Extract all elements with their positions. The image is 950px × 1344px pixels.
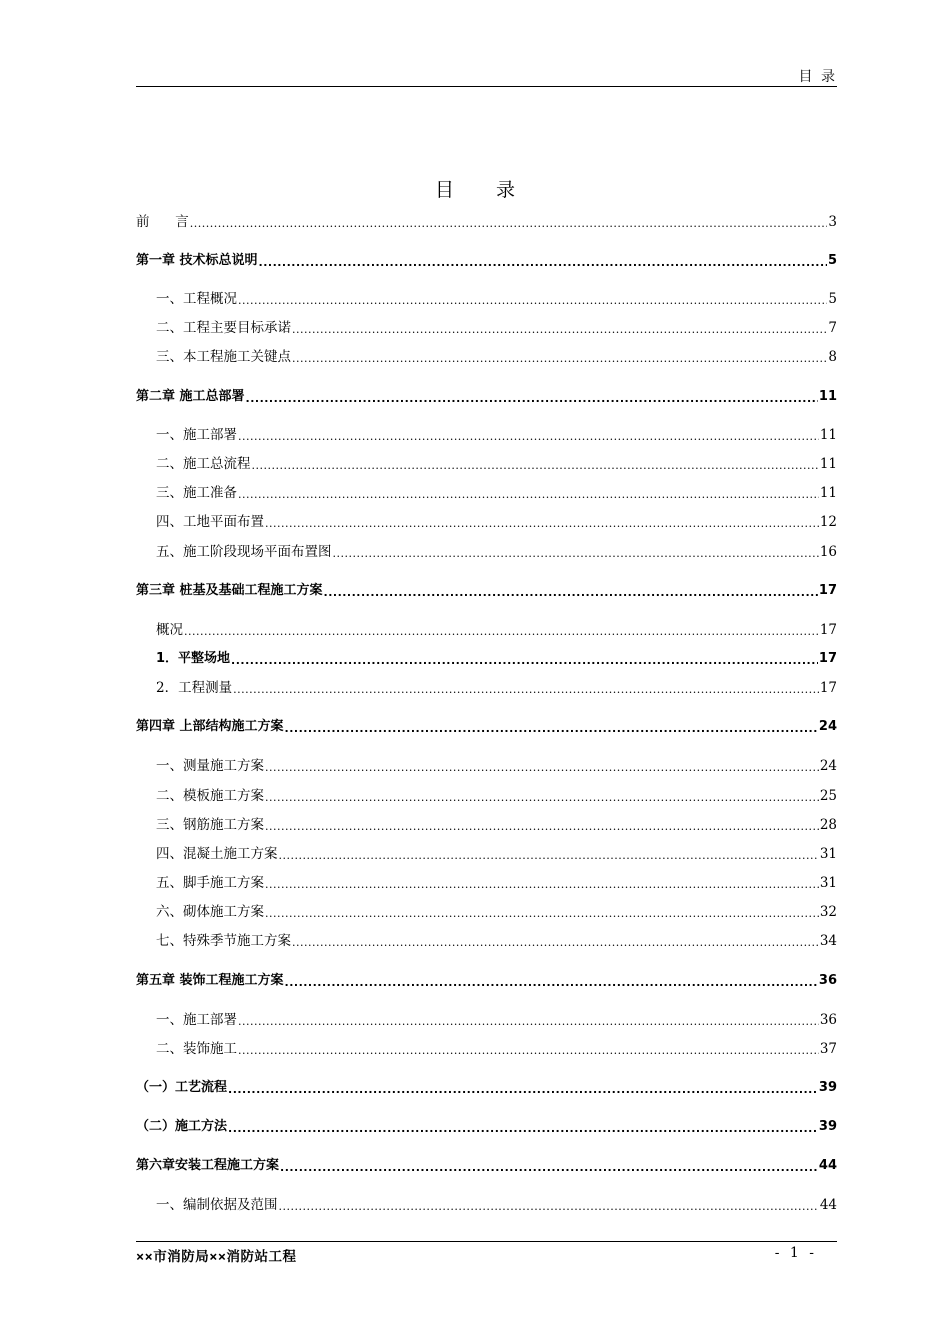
toc-entry-label: 一、施工部署 — [156, 427, 237, 443]
toc-entry-page: 17 — [818, 651, 837, 666]
toc-entry-page: 8 — [828, 349, 837, 365]
toc-entry[interactable] — [136, 213, 837, 231]
toc-entry[interactable] — [136, 252, 837, 270]
toc-entry-page: 44 — [819, 1197, 837, 1213]
toc-title: 目 录 — [434, 179, 534, 201]
toc-entry[interactable] — [136, 455, 837, 473]
toc-entry[interactable] — [136, 582, 837, 600]
toc-entry[interactable] — [136, 1011, 837, 1029]
toc-leader-dots — [333, 547, 819, 561]
toc-entry-page: 17 — [818, 583, 837, 598]
toc-entry-page: 39 — [818, 1080, 837, 1095]
toc-leader-dots — [238, 1015, 819, 1029]
toc-entry-label: 六、砌体施工方案 — [156, 904, 264, 920]
toc-entry[interactable] — [136, 290, 837, 308]
toc-entry-page: 11 — [819, 456, 837, 472]
toc-leader-dots — [238, 1044, 819, 1058]
toc-entry[interactable] — [136, 388, 837, 406]
toc-entry-page: 17 — [819, 680, 837, 696]
toc-entry-label: （一）工艺流程 — [136, 1080, 228, 1095]
toc-leader-dots — [259, 256, 827, 270]
toc-entry[interactable] — [136, 903, 837, 921]
toc-entry[interactable] — [136, 845, 837, 863]
toc-leader-dots — [184, 625, 819, 639]
header-text: 目 录 — [798, 69, 837, 85]
toc-leader-dots — [280, 1161, 818, 1175]
toc-entry-label: 七、特殊季节施工方案 — [156, 933, 291, 949]
toc-entry-label: 一、施工部署 — [156, 1012, 237, 1028]
toc-entry-page: 24 — [819, 758, 837, 774]
toc-entry-page: 36 — [819, 1012, 837, 1028]
toc-entry-page: 17 — [819, 622, 837, 638]
toc-entry-label: 三、钢筋施工方案 — [156, 817, 264, 833]
toc-entry-page: 24 — [818, 719, 837, 734]
toc-entry-label: 四、混凝土施工方案 — [156, 846, 278, 862]
toc-entry-page: 5 — [827, 253, 837, 268]
toc-entry[interactable] — [136, 718, 837, 736]
toc-entry[interactable] — [136, 972, 837, 990]
toc-entry-label: 五、施工阶段现场平面布置图 — [156, 544, 332, 560]
toc-entry[interactable] — [136, 1079, 837, 1097]
toc-entry-label: 二、模板施工方案 — [156, 788, 264, 804]
toc-entry-page: 16 — [819, 544, 837, 560]
toc-entry-label: 第二章 施工总部署 — [136, 389, 245, 404]
toc-entry[interactable] — [136, 650, 837, 668]
toc-entry[interactable] — [136, 348, 837, 366]
toc-entry-page: 32 — [819, 904, 837, 920]
toc-entry-page: 3 — [828, 214, 837, 230]
toc-entry-page: 34 — [819, 933, 837, 949]
toc-entry-label: 三、施工准备 — [156, 485, 237, 501]
page-header — [136, 66, 837, 87]
toc-entry-page: 39 — [818, 1119, 837, 1134]
toc-entry[interactable] — [136, 1118, 837, 1136]
toc-leader-dots — [228, 1122, 818, 1136]
toc-leader-dots — [279, 849, 819, 863]
toc-leader-dots — [292, 323, 827, 337]
toc-leader-dots — [285, 722, 818, 736]
toc-leader-dots — [265, 517, 819, 531]
footer-project-name: ××市消防局××消防站工程 — [136, 1249, 297, 1265]
toc-entry-label: 二、施工总流程 — [156, 456, 251, 472]
toc-entry-label: 四、工地平面布置 — [156, 514, 264, 530]
toc-entry-label: 二、工程主要目标承诺 — [156, 320, 291, 336]
page-footer — [136, 1241, 837, 1266]
toc-leader-dots — [292, 352, 827, 366]
toc-leader-dots — [265, 820, 819, 834]
toc-entry[interactable] — [136, 787, 837, 805]
toc-entry-label: 一、工程概况 — [156, 291, 237, 307]
toc-entry[interactable] — [136, 543, 837, 561]
toc-entry[interactable] — [136, 1040, 837, 1058]
toc-entry-page: 31 — [819, 846, 837, 862]
toc-entry-page: 11 — [819, 485, 837, 501]
toc-entry[interactable] — [136, 932, 837, 950]
toc-entry-page: 11 — [818, 389, 837, 404]
toc-leader-dots — [233, 683, 819, 697]
toc-entry-label: 三、本工程施工关键点 — [156, 349, 291, 365]
toc-leader-dots — [279, 1200, 819, 1214]
toc-entry-page: 44 — [818, 1158, 837, 1173]
toc-entry-label: 第六章安装工程施工方案 — [136, 1158, 280, 1173]
toc-leader-dots — [238, 430, 819, 444]
toc-leader-dots — [324, 586, 818, 600]
toc-leader-dots — [292, 936, 819, 950]
toc-entry[interactable] — [136, 1157, 837, 1175]
toc-leader-dots — [285, 976, 818, 990]
toc-entry[interactable] — [136, 319, 837, 337]
toc-entry-page: 11 — [819, 427, 837, 443]
toc-entry-page: 25 — [819, 788, 837, 804]
toc-leader-dots — [238, 294, 827, 308]
toc-entry[interactable] — [136, 874, 837, 892]
toc-entry-page: 7 — [828, 320, 837, 336]
toc-leader-dots — [265, 907, 819, 921]
toc-entry[interactable] — [136, 621, 837, 639]
toc-entry-label: 一、测量施工方案 — [156, 758, 264, 774]
page-number: - 1 - — [774, 1245, 817, 1261]
toc-leader-dots — [265, 761, 819, 775]
toc-entry[interactable] — [136, 484, 837, 502]
toc-leader-dots — [246, 392, 818, 406]
toc-entry[interactable] — [136, 816, 837, 834]
toc-entry-label: 第五章 装饰工程施工方案 — [136, 973, 284, 988]
toc-entry-page: 28 — [819, 817, 837, 833]
toc-entry-label: 前 言 — [136, 214, 189, 230]
toc-entry-label: 概况 — [156, 622, 183, 638]
toc-leader-dots — [238, 488, 819, 502]
toc-entry-label: 一、编制依据及范围 — [156, 1197, 278, 1213]
toc-entry[interactable] — [136, 1196, 837, 1214]
toc-entry-page: 5 — [828, 291, 837, 307]
toc-entry[interactable] — [136, 679, 837, 697]
toc-entry[interactable] — [136, 426, 837, 444]
toc-entry-label: 二、装饰施工 — [156, 1041, 237, 1057]
toc-entry-label: 第四章 上部结构施工方案 — [136, 719, 284, 734]
toc-entry-label: 第三章 桩基及基础工程施工方案 — [136, 583, 323, 598]
toc-entry-label: 1．平整场地 — [156, 651, 231, 666]
toc-entry-page: 31 — [819, 875, 837, 891]
toc-leader-dots — [265, 791, 819, 805]
toc-leader-dots — [265, 878, 819, 892]
toc-entry-page: 37 — [819, 1041, 837, 1057]
toc-entry-page: 12 — [819, 514, 837, 530]
toc-entry-label: 五、脚手施工方案 — [156, 875, 264, 891]
toc-leader-dots — [231, 654, 818, 668]
toc-leader-dots — [190, 217, 828, 231]
toc-entry[interactable] — [136, 757, 837, 775]
toc-leader-dots — [252, 459, 819, 473]
toc-entry[interactable] — [136, 513, 837, 531]
toc-entry-page: 36 — [818, 973, 837, 988]
toc-leader-dots — [228, 1083, 818, 1097]
toc-entry-label: （二）施工方法 — [136, 1119, 228, 1134]
toc-entry-label: 2．工程测量 — [156, 680, 233, 696]
toc-entry-label: 第一章 技术标总说明 — [136, 253, 258, 268]
